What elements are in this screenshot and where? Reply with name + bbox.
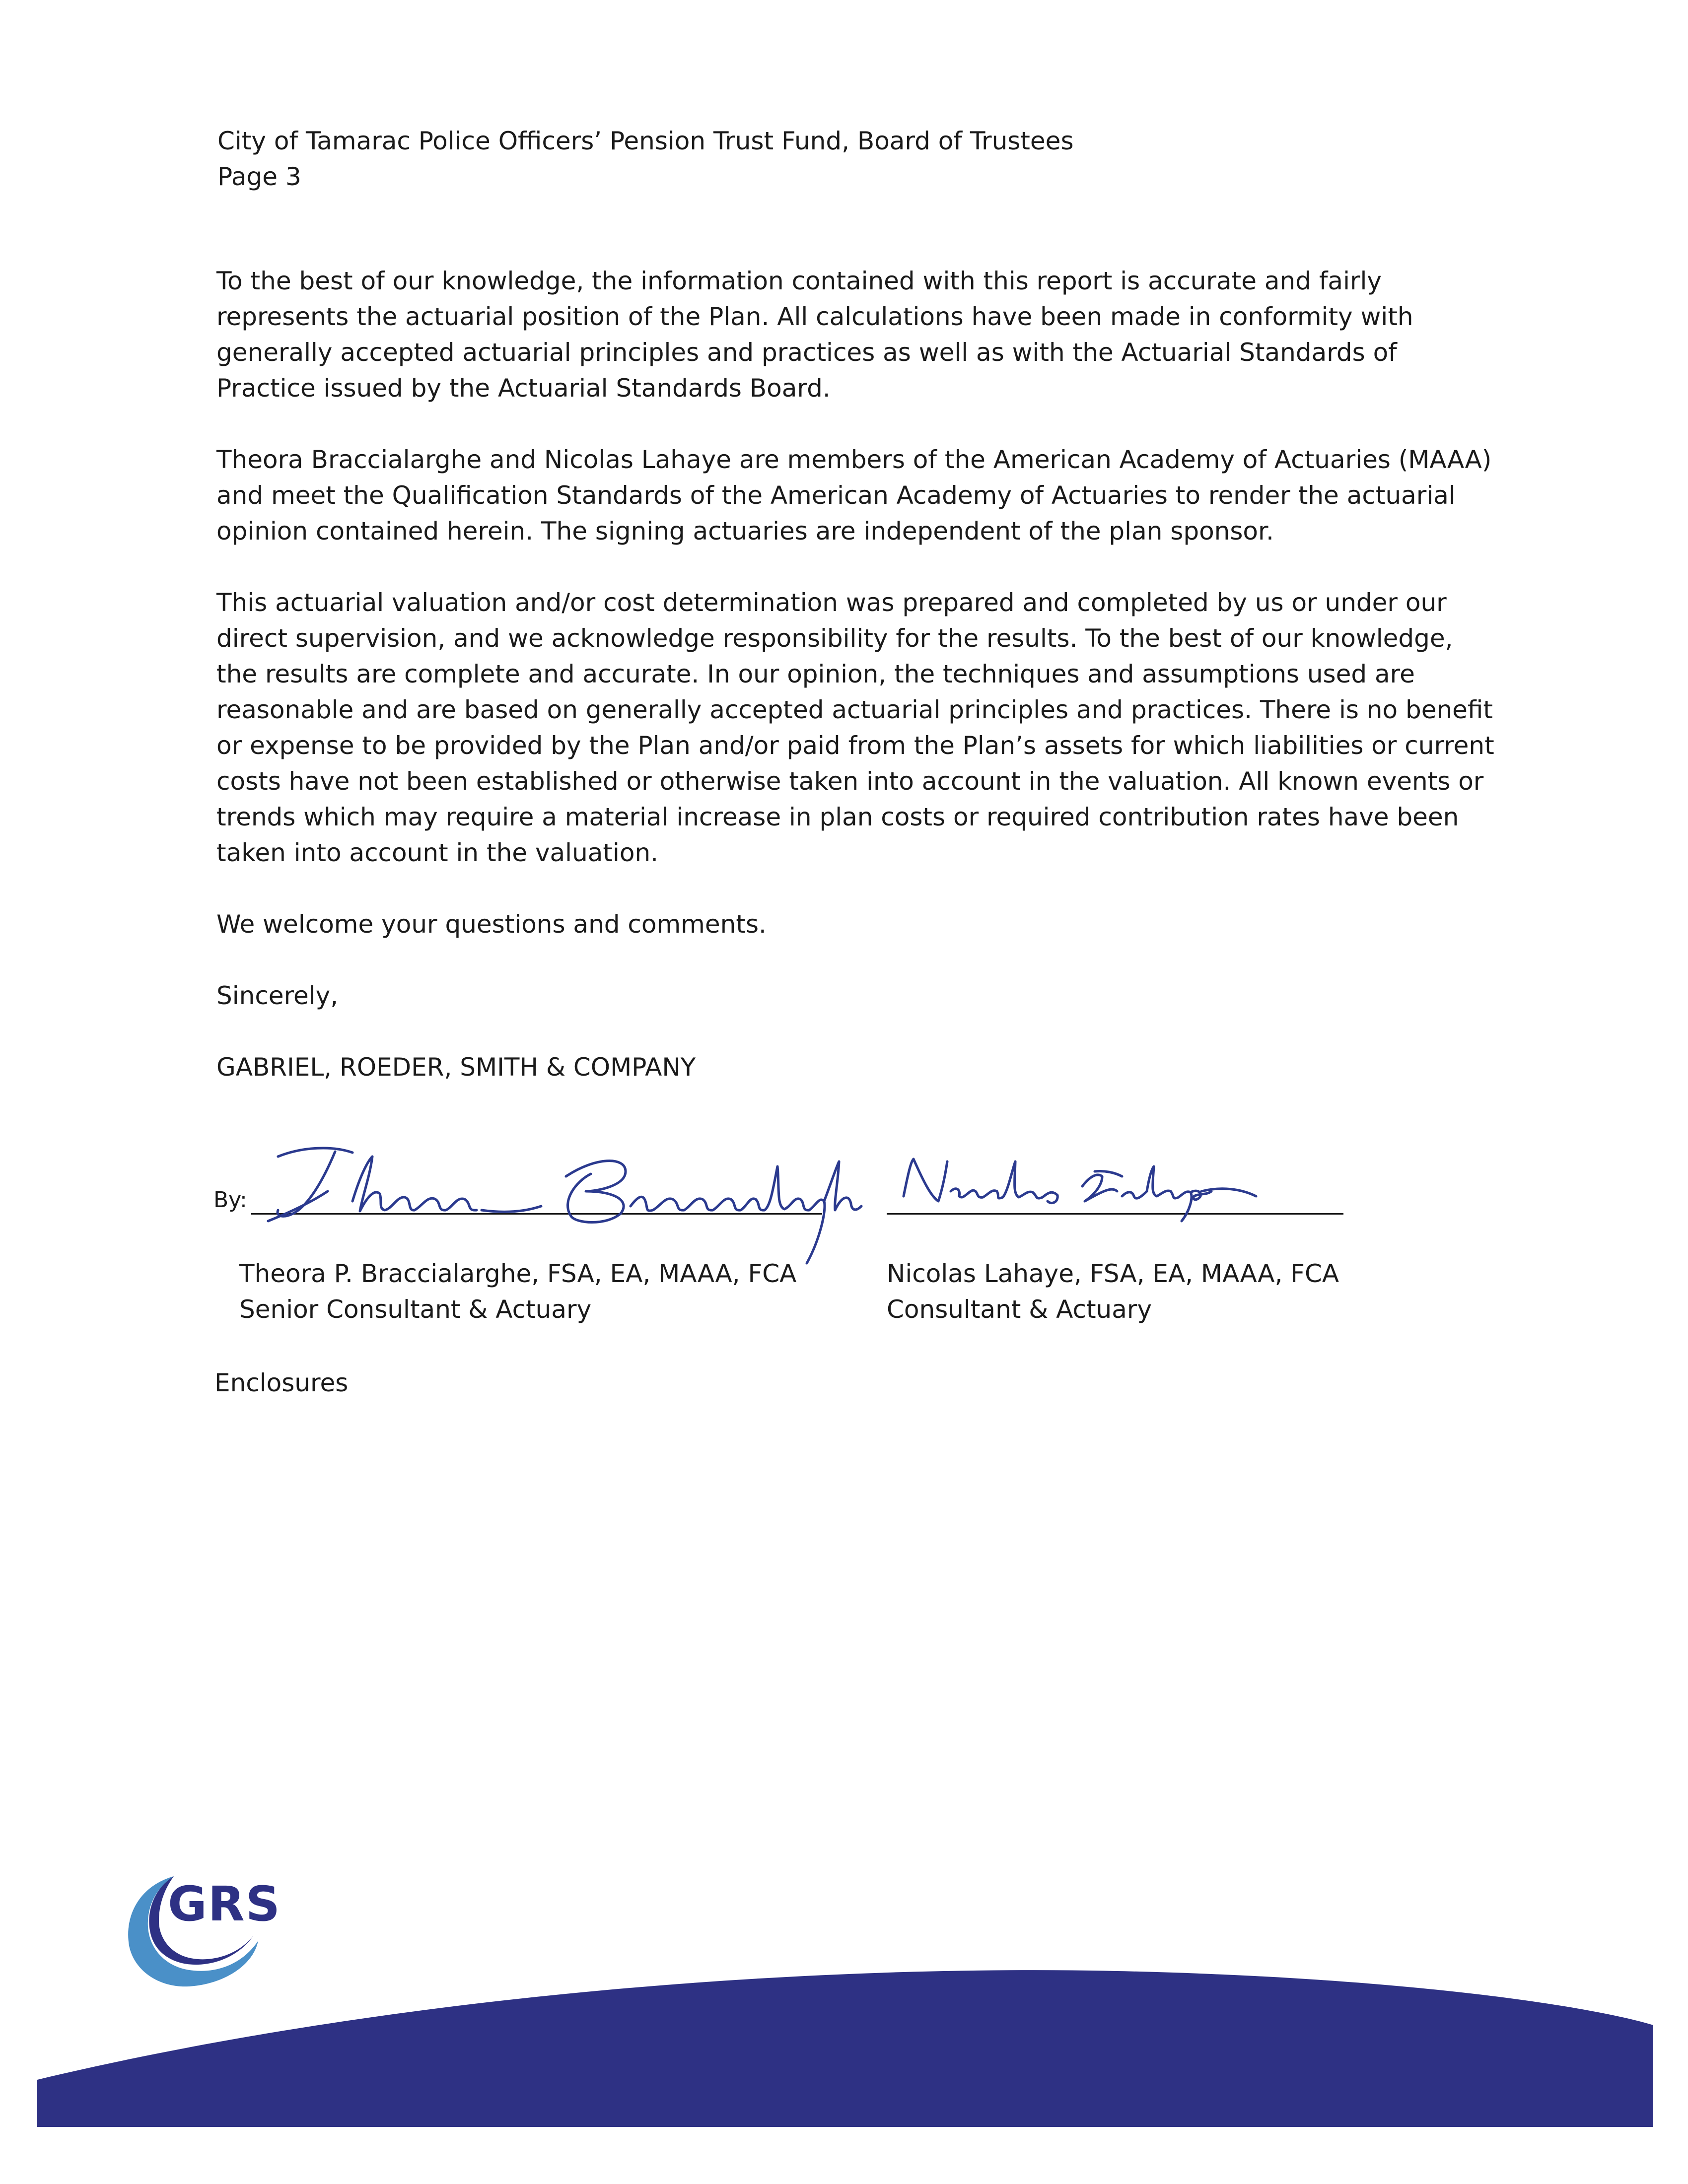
firm-name: GABRIEL, ROEDER, SMITH & COMPANY (216, 1053, 696, 1082)
signer-left-title: Senior Consultant & Actuary (239, 1295, 592, 1324)
letter-body (216, 263, 1497, 1121)
signer-right-title: Consultant & Actuary (887, 1295, 1152, 1324)
paragraph-welcome: We welcome your questions and comments. (216, 910, 767, 939)
footer-band (0, 1936, 1688, 2184)
letter-header (217, 123, 1074, 195)
signature-lahaye (894, 1142, 1271, 1226)
paragraph-responsibility: This actuarial valuation and/or cost determination was prepared and completed by us or under our direct supervision, and we acknowledge responsibility for the results. To the best of our knowledge, the results are complete and accurate. In our opinion, the techniques and assumptions used are reasonable and are based on generally accepted actuarial principles and practices. There is no benefit or expense to be provided by the Plan and/or paid from the Plan’s assets for which liabilities or current costs have not been established or otherwise taken into account in the valuation. All known events or trends which may require a material increase in plan costs or required contribution rates have been taken into account in the valuation. (216, 588, 1494, 867)
closing-salutation: Sincerely, (216, 981, 339, 1010)
signer-right (887, 1256, 1339, 1327)
paragraph-qualifications: Theora Braccialarghe and Nicolas Lahaye are members of the American Academy of Actuaries (MAAA) and meet the Qualification Standards of the American Academy of Actuaries to render the actuarial opinion contained herein. The signing actuaries are independent of the plan sponsor. (216, 445, 1492, 546)
signer-left (239, 1256, 796, 1327)
enclosures-label: Enclosures (214, 1368, 349, 1397)
signer-right-name: Nicolas Lahaye, FSA, EA, MAAA, FCA (887, 1259, 1339, 1288)
signature-braccialarghe (248, 1127, 864, 1271)
addressee-line: City of Tamarac Police Officers’ Pension Trust Fund, Board of Trustees (217, 127, 1074, 155)
grs-logo-text: GRS (168, 1876, 281, 1932)
page-number: Page 3 (217, 162, 301, 191)
by-label: By: (213, 1187, 247, 1213)
signer-left-name: Theora P. Braccialarghe, FSA, EA, MAAA, FCA (239, 1259, 797, 1288)
paragraph-accuracy: To the best of our knowledge, the information contained with this report is accurate and fairly represents the actuarial position of the Plan. All calculations have been made in conformity with generally accepted actuarial principles and practices as well as with the Actuarial Standards of Practice issued by the Actuarial Standards Board. (216, 267, 1413, 403)
